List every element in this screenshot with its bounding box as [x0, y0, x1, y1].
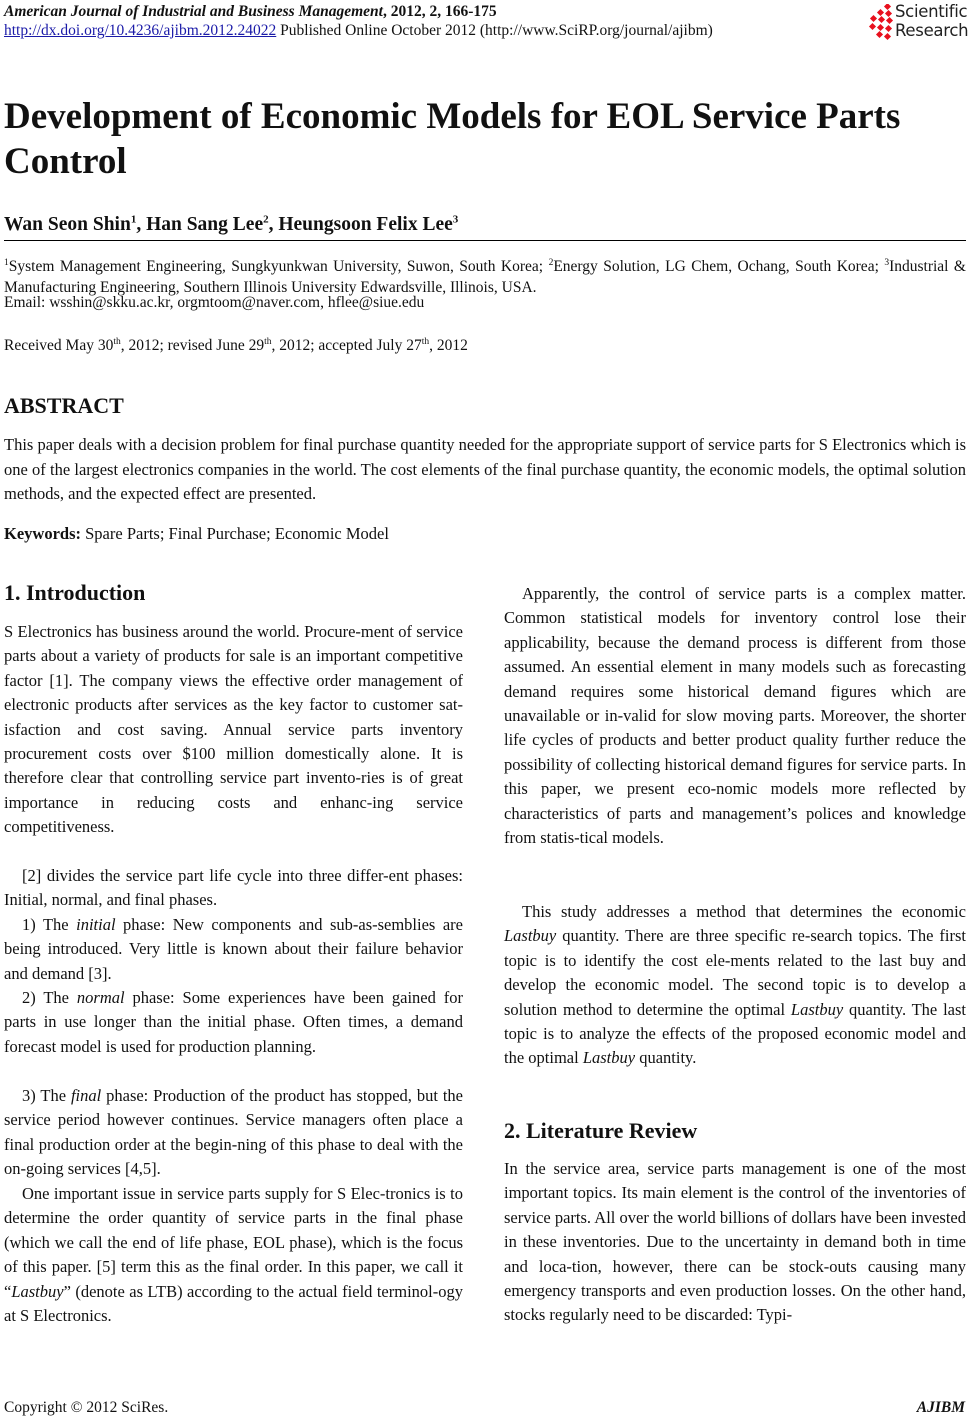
- intro-paragraph-2: [2] divides the service part life cycle into three differ-ent phases: Initial, normal, and final phases.: [4, 866, 463, 910]
- author-list: [4, 213, 458, 236]
- received-dates: Received May 30th, 2012; revised June 29th, 2012; accepted July 27th, 2012: [4, 337, 468, 355]
- intro-paragraph-final-phase: 3) The final phase: Production of the product has stopped, but the service period however continues. Service managers often place a final production order at the begin-ning of this phase to deal with the on-going services [4,5].: [4, 1086, 463, 1179]
- doi-link[interactable]: http://dx.doi.org/10.4236/ajibm.2012.24022: [4, 22, 277, 39]
- paper-title: Development of Economic Models for EOL Service Parts Control: [4, 96, 901, 182]
- intro-paragraph-eol: One important issue in service parts supply for S Elec-tronics is to determine the order quantity of service parts in the final phase (which we call the end of life phase, EOL phase), which is the focus of this paper. [5] term this as the final order. In this paper, we call it “Lastbuy” (denote as LTB) according to the actual field terminol-ogy at S Electronics.: [4, 1184, 463, 1326]
- journal-volume-pages: , 2012, 2, 166-175: [383, 3, 497, 20]
- author: Han Sang Lee$^2$,: [146, 213, 279, 235]
- author-emails: Email: wsshin@skku.ac.kr, orgmtoom@naver.com, hflee@siue.edu: [4, 294, 425, 311]
- intro-paragraph-normal-phase: 2) The normal phase: Some experiences have been gained for parts in use longer than the initial phase. Often times, a demand forecast model is used for production planning.: [4, 988, 463, 1056]
- author: Wan Seon Shin$^1$,: [4, 213, 147, 235]
- scientific-research-logo: [868, 2, 968, 44]
- affiliations: $^1$System Management Engineering, Sungkyunkwan University, Suwon, South Korea; $^2$Energy Solution, LG Chem, Ochang, South Korea; $^3$Industrial & Manufacturing Engineering, Southern Illinois University Edwardsville, Illinois, USA.: [4, 258, 966, 297]
- published-online-text: Published Online October 2012 (http://www.SciRP.org/journal/ajibm): [276, 22, 713, 39]
- keywords-list: Spare Parts; Final Purchase; Economic Model: [81, 524, 389, 543]
- intro-paragraph-initial-phase: 1) The initial phase: New components and sub-as-semblies are being introduced. Very little is known about their failure behavior and demand [3].: [4, 915, 463, 983]
- title-divider: [4, 240, 966, 241]
- copyright-notice: Copyright © 2012 SciRes.: [4, 1399, 169, 1416]
- section-heading-introduction: 1. Introduction: [4, 580, 146, 605]
- journal-citation: [4, 3, 497, 21]
- author: Heungsoon Felix Lee$^3$: [278, 213, 459, 235]
- keywords-label: Keywords:: [4, 524, 81, 543]
- intro-paragraph-1: S Electronics has business around the world. Procure-ment of service parts about a variety of products for sale is an important competitive factor [1]. The company views the effective order management of electronic products after services as the key factor to customer sat-isfaction and cost saving. Annual service parts inventory procurement costs over $100 million domestically alone. It is therefore clear that controlling service part invento-ries is of great importance in reducing costs and enhanc-ing service competitiveness.: [4, 622, 463, 837]
- diamond-cluster-icon: [868, 4, 894, 42]
- literature-paragraph-1: In the service area, service parts management is one of the most important topics. Its main element is the control of the inventories of service parts. All over the world billions of dollars have been invested in these inventories. Due to the uncertainty in demand both in time and loca-tion, however, there can be stock-outs causing many emergency transports and even production losses. On the other hand, stocks regularly need to be discarded: Typi-: [504, 1159, 966, 1325]
- abstract-text: This paper deals with a decision problem for final purchase quantity needed for the appropriate support of service parts for S Electronics which is one of the largest electronics companies in the world. The cost elements of the final purchase quantity, the economic models, the optimal solution methods, and the expected effect are presented.: [4, 435, 966, 503]
- keywords: [4, 524, 389, 544]
- logo-line-2: Research: [895, 21, 969, 40]
- journal-abbreviation: AJIBM: [916, 1399, 965, 1416]
- logo-text: [895, 2, 968, 40]
- journal-name: American Journal of Industrial and Business Management: [4, 3, 383, 20]
- right-paragraph-study-scope: This study addresses a method that determines the economic Lastbuy quantity. There are three specific re-search topics. The first topic is to identify the cost ele-ments related to the last buy and develop the economic model. The second topic is to develop a solution method to determine the optimal Lastbuy quantity. The last topic is to analyze the effects of the proposed economic model and the optimal Lastbuy quantity.: [504, 902, 966, 1068]
- logo-line-1: Scientific: [895, 2, 968, 21]
- abstract-heading: ABSTRACT: [4, 393, 124, 418]
- publication-info: [4, 22, 713, 40]
- right-paragraph-complexity: Apparently, the control of service parts is a complex matter. Common statistical models for inventory control lose their applicability, because the demand process is different from those assumed. An essential element in many models such as forecasting demand requires some historical demand figures which are unavailable or in-valid for slow moving parts. Moreover, the shorter life cycles of products and better product quality further reduce the possibility of collecting historical demand figures for service parts. In this paper, we present eco-nomic models more reflected by characteristics of parts and management’s polices and knowledge from statis-tical models.: [504, 584, 966, 848]
- section-heading-literature-review: 2. Literature Review: [504, 1118, 698, 1143]
